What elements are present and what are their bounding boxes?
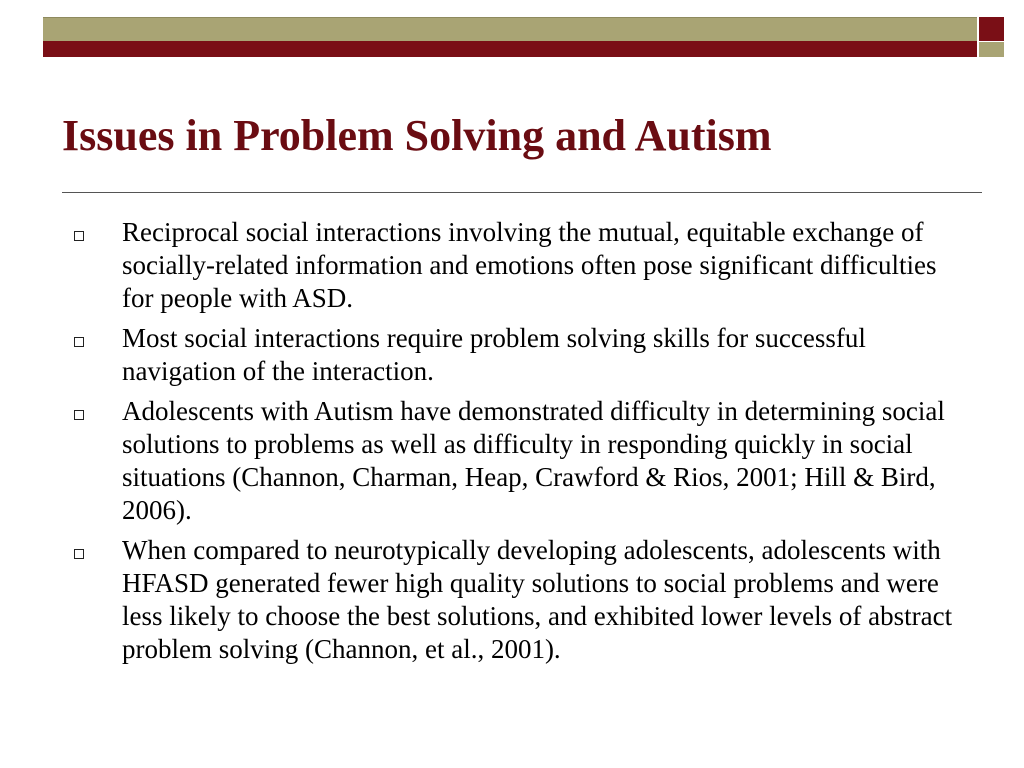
bullet-item [72, 216, 972, 315]
hollow-square-icon [74, 337, 84, 347]
bullet-list [72, 216, 972, 673]
bullet-item [72, 534, 972, 666]
header-band-olive [43, 17, 977, 41]
bullet-text: Most social interactions require problem solving skills for successful navigation of the interaction. [122, 323, 866, 386]
bullet-text: Reciprocal social interactions involving the mutual, equitable exchange of socially-related information and emotions often pose significant difficulties for people with ASD. [122, 217, 937, 313]
title-divider [62, 192, 982, 193]
corner-block-olive [979, 42, 1004, 57]
bullet-text: Adolescents with Autism have demonstrated difficulty in determining social solutions to problems as well as difficulty in responding quickly in social situations (Channon, Charman, Heap, Crawford & Rios, 2001; Hill & Bird, 2006). [122, 396, 945, 525]
header-band-maroon [43, 41, 977, 57]
slide-title: Issues in Problem Solving and Autism [62, 111, 772, 160]
hollow-square-icon [74, 549, 84, 559]
hollow-square-icon [74, 231, 84, 241]
bullet-item [72, 322, 972, 388]
bullet-text: When compared to neurotypically developing adolescents, adolescents with HFASD generated fewer high quality solutions to social problems and were less likely to choose the best solutions, and exhibited lower levels of abstract problem solving (Channon, et al., 2001). [122, 535, 953, 664]
corner-block-maroon [979, 17, 1004, 41]
hollow-square-icon [74, 410, 84, 420]
bullet-item [72, 395, 972, 527]
